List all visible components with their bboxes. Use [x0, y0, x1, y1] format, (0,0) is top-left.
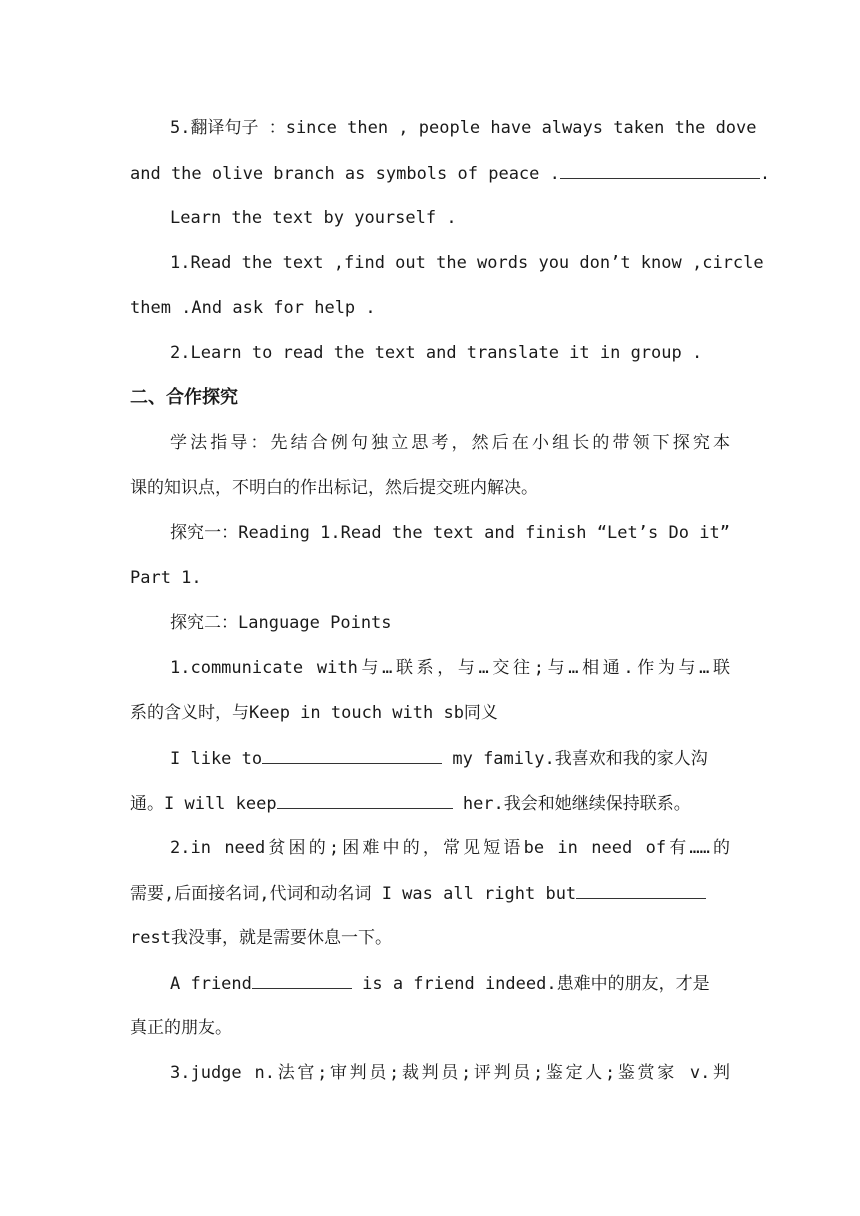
answer-blank[interactable]	[252, 968, 352, 989]
explore-one-cont: Part 1.	[130, 568, 202, 588]
text: her.我会和她继续保持联系。	[452, 794, 691, 814]
point-2-cont	[130, 878, 730, 908]
point-2: 2.in need贫困的;困难中的，常见短语be in need of有……的	[170, 838, 730, 858]
text: is a friend indeed.患难中的朋友，才是	[351, 974, 710, 994]
translate-sentence-task-cont	[130, 158, 771, 188]
answer-blank[interactable]	[576, 878, 706, 899]
point-2-example-2-cont: 真正的朋友。	[130, 1018, 232, 1038]
text: I like to	[170, 749, 263, 769]
point-3: 3.judge n.法官;审判员;裁判员;评判员;鉴定人;鉴赏家 v.判	[170, 1063, 730, 1083]
section-heading-cooperate: 二、合作探究	[130, 387, 238, 408]
study-guide: 学法指导：先结合例句独立思考，然后在小组长的带领下探究本	[170, 433, 730, 453]
point-1-cont: 系的含义时，与Keep in touch with sb同义	[130, 703, 498, 723]
step-1: 1.Read the text ,find out the words you don’t know ,circle	[170, 253, 764, 273]
text: 需要,后面接名词,代词和动名词 I was all right but	[130, 884, 577, 904]
text: my family.我喜欢和我的家人沟	[442, 749, 708, 769]
step-2: 2.Learn to read the text and translate it in group .	[170, 343, 703, 363]
text: .	[759, 164, 771, 184]
point-2-example-2	[170, 968, 730, 998]
text: A friend	[170, 974, 252, 994]
text: and the olive branch as symbols of peace .	[130, 164, 560, 184]
explore-one: 探究一：Reading 1.Read the text and finish “Let’s Do it”	[170, 523, 730, 543]
point-1-example-1	[170, 743, 730, 773]
point-2-example-cont: rest我没事，就是需要休息一下。	[130, 928, 392, 948]
answer-blank[interactable]	[262, 743, 442, 764]
point-1-example-2	[130, 788, 730, 818]
explore-two: 探究二：Language Points	[170, 613, 392, 633]
study-guide-cont: 课的知识点，不明白的作出标记，然后提交班内解决。	[130, 478, 538, 498]
translate-sentence-task: 5.翻译句子 ：since then , people have always taken the dove	[170, 118, 757, 138]
section-learn-text: Learn the text by yourself .	[170, 208, 457, 228]
answer-blank[interactable]	[560, 158, 760, 179]
point-1: 1.communicate with与…联系，与…交往;与…相通.作为与…联	[170, 658, 730, 678]
step-1-cont: them .And ask for help .	[130, 298, 376, 318]
text: 通。I will keep	[130, 794, 277, 814]
answer-blank[interactable]	[277, 788, 453, 809]
